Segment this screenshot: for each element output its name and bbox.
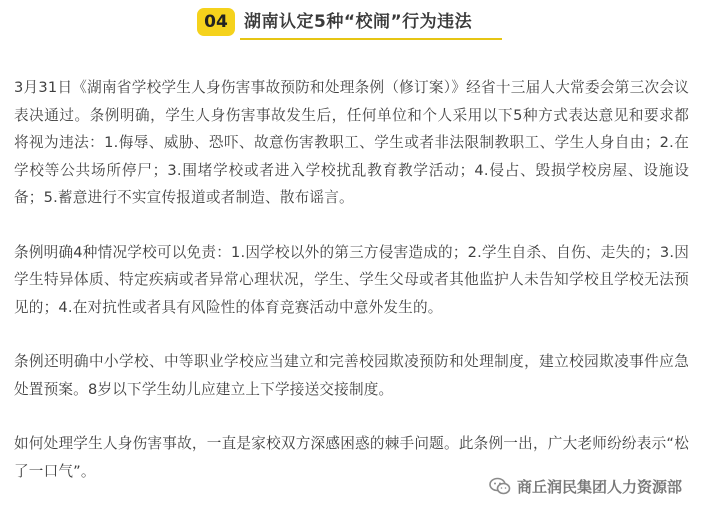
section-title: 湖南认定5种“校闹”行为违法 <box>244 12 473 32</box>
article-paragraph: 3月31日《湖南省学校学生人身伤害事故预防和处理条例（修订案）》经省十三届人大常委会第三次会议表决通过。条例明确，学生人身伤害事故发生后，任何单位和个人采用以下5种方式表达意见和要求都将视为违法：1.侮辱、威胁、恐吓、故意伤害教职工、学生或者非法限制教职工、学生人身自由；2.在学校等公共场所停尸；3.围堵学校或者进入学校扰乱教育教学活动；4.侵占、毁损学校房屋、设施设备；5.蓄意进行不实宣传报道或者制造、散布谣言。 <box>14 79 689 206</box>
wechat-icon <box>489 477 511 495</box>
watermark-text: 商丘润民集团人力资源部 <box>516 477 682 496</box>
section-number-badge: 04 <box>197 8 235 36</box>
article-body <box>14 74 689 485</box>
article-paragraph: 条例还明确中小学校、中等职业学校应当建立和完善校园欺凌预防和处理制度，建立校园欺凌事件应急处置预案。8岁以下学生幼儿应建立上下学接送交接制度。 <box>14 353 689 398</box>
account-watermark <box>485 474 686 498</box>
section-header <box>0 0 702 44</box>
title-underline <box>240 38 502 40</box>
article-paragraph: 条例明确4种情况学校可以免责：1.因学校以外的第三方侵害造成的；2.学生自杀、自伤、走失的；3.因学生特异体质、特定疾病或者异常心理状况，学生、学生父母或者其他监护人未告知学校且学校无法预见的；4.在对抗性或者具有风险性的体育竞赛活动中意外发生的。 <box>14 243 689 316</box>
article-paragraph: 如何处理学生人身伤害事故，一直是家校双方深感困惑的棘手问题。此条例一出，广大老师纷纷表示“松了一口气”。 <box>14 435 689 480</box>
